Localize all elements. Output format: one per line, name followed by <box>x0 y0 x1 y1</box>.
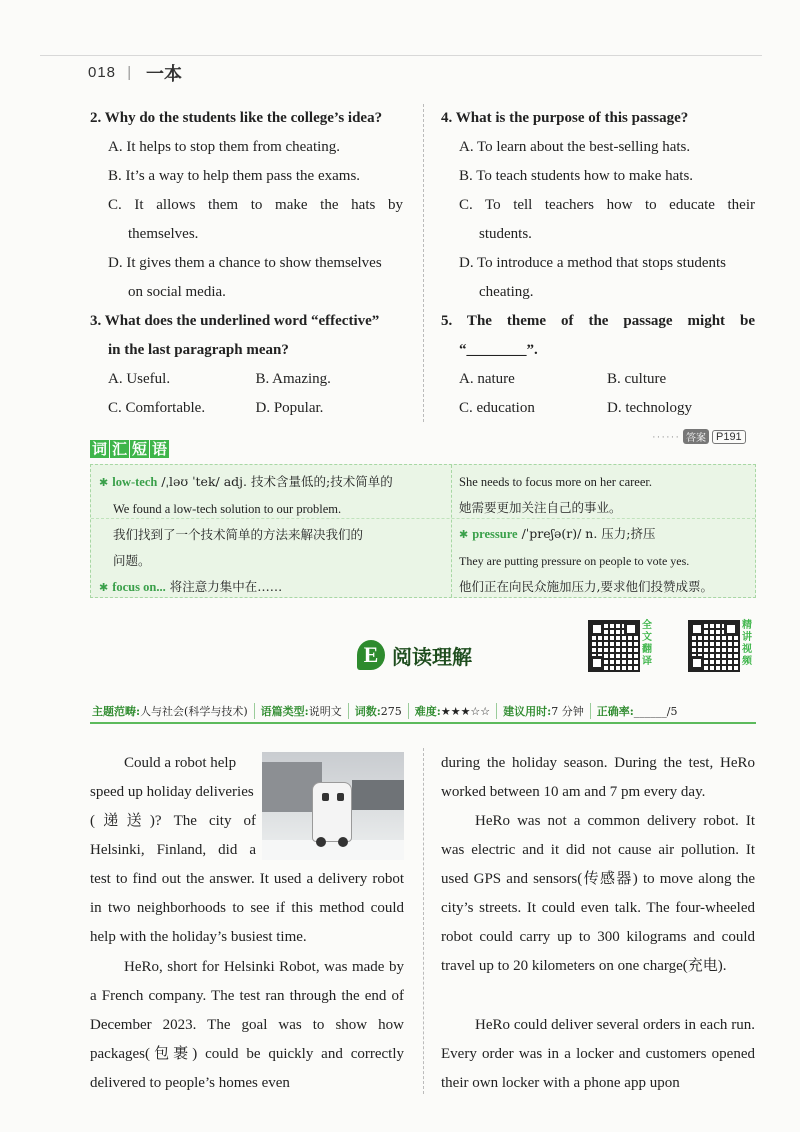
meta-type: 语篇类型:说明文 <box>255 703 349 719</box>
meta-difficulty: 难度:★★★☆☆ <box>409 703 497 719</box>
low-tech-example-cn: 我们找到了一个技术简单的方法来解决我们的 <box>113 527 364 542</box>
vocab-divider <box>451 465 452 597</box>
vocab-left <box>99 469 444 601</box>
passage-meta-bar <box>90 700 756 724</box>
q2-option-c-cont: themselves. <box>128 226 199 242</box>
q4-option-d: D. To introduce a method that stops students <box>459 255 726 271</box>
qr-code-icon[interactable] <box>588 620 640 672</box>
vocab-entry-focus-on: ✱ focus on... 将注意力集中在…… <box>99 579 283 594</box>
bullet-star-icon: ✱ <box>99 581 109 594</box>
question-4-stem: 4. What is the purpose of this passage? <box>441 110 689 126</box>
question-3-stem: 3. What does the underlined word “effective” <box>90 313 380 329</box>
section-letter-badge: E <box>357 640 385 670</box>
low-tech-example-en: We found a low-tech solution to our problem. <box>113 502 342 516</box>
meta-theme: 主题范畴:人与社会(科学与技术) <box>90 703 255 719</box>
q5-option-a: A. nature <box>459 371 515 387</box>
q4-option-a: A. To learn about the best-selling hats. <box>459 139 691 155</box>
answer-reference: ······ 答案 P191 <box>652 429 746 444</box>
passage-p3: HeRo was not a common delivery robot. It was electric and it did not cause air pollution. It used GPS and sensors(传感器) to move along the city’s streets. It could even talk. The four-wheeled robot could carry up to 300 kilograms and could travel up to 20 kilometers on one charge(充电). <box>441 813 755 974</box>
bullet-star-icon: ✱ <box>459 528 469 541</box>
passage-p2: HeRo, short for Helsinki Robot, was made by a French company. The test ran through the end of December 2023. The goal was to show how packages(包裹) could be quickly and correctly delivered to people’s homes even <box>90 959 404 1091</box>
focus-on-example-en: She needs to focus more on her career. <box>459 475 652 489</box>
meta-time: 建议用时:7 分钟 <box>497 703 591 719</box>
q3-options-ab <box>90 365 403 394</box>
pressure-example-en: They are putting pressure on people to vote yes. <box>459 554 690 568</box>
passage-p2-cont: during the holiday season. During the test, HeRo worked between 10 am and 7 pm every day. <box>441 755 755 800</box>
q3-option-a: A. Useful. <box>108 371 171 387</box>
q5-option-b: B. culture <box>607 371 667 387</box>
q4-option-d-cont: cheating. <box>479 284 534 300</box>
pressure-example-cn: 他们正在向民众施加压力,要求他们投赞成票。 <box>459 579 713 594</box>
vocab-title: 词 汇 短 语 <box>92 440 168 458</box>
q2-option-c: C. It allows them to make the hats by <box>108 197 403 213</box>
question-5-stem: 5. The theme of the passage might be <box>441 313 755 329</box>
question-2-stem: 2. Why do the students like the college’s idea? <box>90 110 383 126</box>
q2-option-d-cont: on social media. <box>128 284 226 300</box>
low-tech-example-cn-cont: 问题。 <box>113 553 151 568</box>
answer-page: P191 <box>712 430 746 444</box>
vocab-entry-low-tech: ✱ low-tech /ˌləʊ ˈtek/ adj. 技术含量低的;技术简单的 <box>99 474 393 489</box>
q4-option-c-cont: students. <box>479 226 532 242</box>
q3-option-b: B. Amazing. <box>255 371 331 387</box>
top-rule <box>40 55 762 56</box>
answer-label: 答案 <box>683 429 709 444</box>
page-number: 018 | <box>88 64 133 81</box>
q2-option-d: D. It gives them a chance to show themselves <box>108 255 382 271</box>
vocab-entry-pressure: ✱ pressure /ˈpreʃə(r)/ n. 压力;挤压 <box>459 526 656 541</box>
q4-option-b: B. To teach students how to make hats. <box>459 168 694 184</box>
book-logo: 一本 <box>146 64 182 85</box>
focus-on-example-cn: 她需要更加关注自己的事业。 <box>459 500 622 515</box>
passage-p4: HeRo could deliver several orders in each run. Every order was in a locker and customers opened their own locker with a phone app upon <box>441 1017 755 1091</box>
questions-right <box>441 104 755 423</box>
questions-left <box>90 104 403 423</box>
q3-option-d: D. Popular. <box>255 400 324 416</box>
bullet-star-icon: ✱ <box>99 476 109 489</box>
passage-p1-top: Could a robot help speed up holiday deliveries (递送)? The city of Helsinki, Finland, did a <box>90 755 256 858</box>
q5-options-cd <box>441 394 755 423</box>
column-divider <box>423 104 424 422</box>
q3-option-c: C. Comfortable. <box>108 400 206 416</box>
vocab-right <box>459 469 755 600</box>
passage-p1-rest: test to find out the answer. It used a delivery robot in two neighborhoods to see if this method could help with the holiday’s busiest time. <box>90 871 404 945</box>
q4-option-c: C. To tell teachers how to educate their <box>459 197 755 213</box>
q5-option-d: D. technology <box>607 400 692 416</box>
qr-translation-label: 全 文 翻 译 <box>642 620 652 667</box>
q2-option-a: A. It helps to stop them from cheating. <box>108 139 341 155</box>
question-3-stem-cont: in the last paragraph mean? <box>108 342 289 358</box>
vocab-box <box>90 464 756 598</box>
q3-options-cd <box>90 394 403 423</box>
section-title: 阅读理解 <box>392 645 472 669</box>
qr-code-icon[interactable] <box>688 620 740 672</box>
q5-option-c: C. education <box>459 400 535 416</box>
q5-options-ab <box>441 365 755 394</box>
q2-option-b: B. It’s a way to help them pass the exams. <box>108 168 361 184</box>
robot-photo <box>262 752 404 860</box>
question-5-stem-cont: “________”. <box>459 342 538 358</box>
qr-video[interactable] <box>688 620 752 672</box>
qr-video-label: 精 讲 视 频 <box>742 620 752 667</box>
meta-accuracy: 正确率:______/5 <box>596 705 678 718</box>
qr-translation[interactable] <box>588 620 652 672</box>
passage-column-divider <box>423 748 424 1094</box>
meta-words: 词数:275 <box>349 703 409 719</box>
delivery-robot-icon <box>312 782 352 842</box>
